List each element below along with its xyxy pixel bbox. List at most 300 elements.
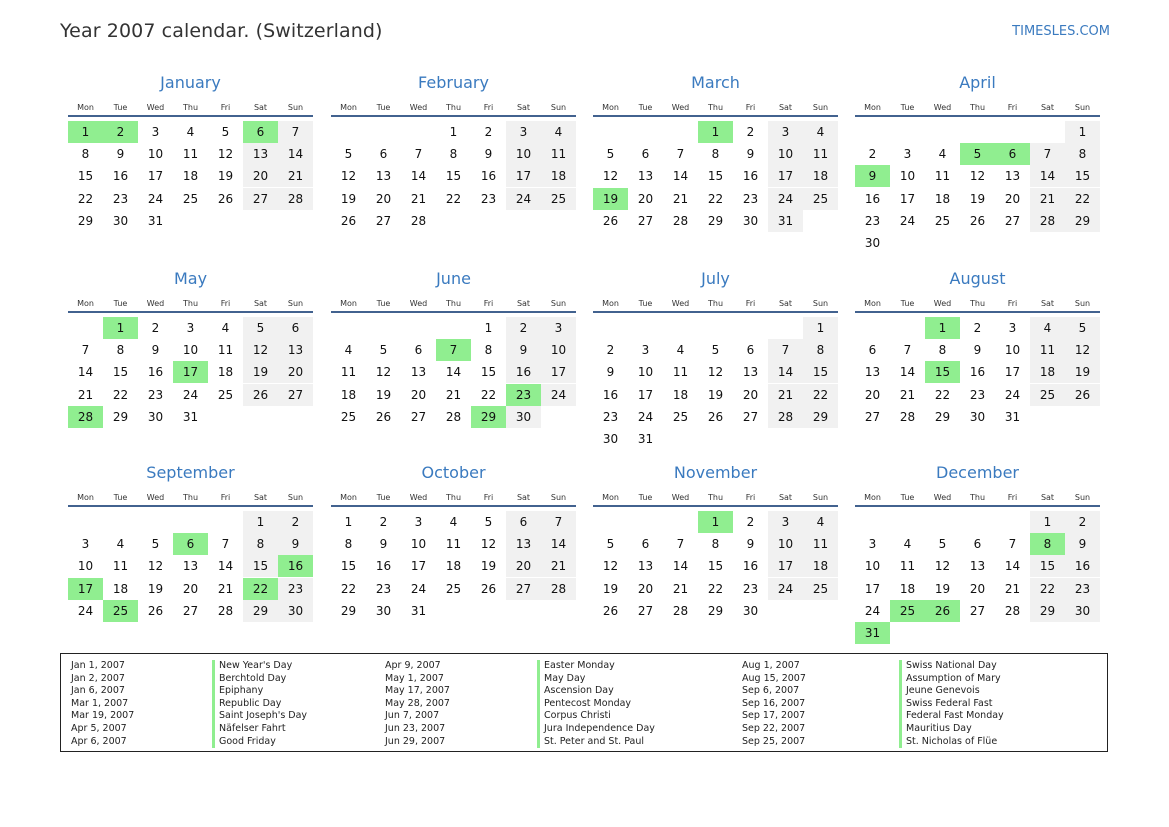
month-name: April (959, 73, 996, 92)
weekday-header: Sun (287, 103, 304, 112)
day-cell: 7 (81, 343, 90, 358)
weekday-header: Tue (113, 103, 128, 112)
day-cell: 24 (410, 581, 427, 596)
day-cell: 30 (147, 409, 164, 424)
day-cell: 12 (1065, 339, 1100, 361)
day-cell: 9 (278, 533, 313, 555)
day-cell: 20 (969, 581, 986, 596)
day-cell: 29 (112, 409, 129, 424)
day-cell: 4 (676, 343, 685, 358)
weekday-header: Thu (182, 493, 199, 502)
day-cell: 3 (186, 321, 195, 335)
day-cell: 13 (1004, 169, 1021, 184)
day-cell: 2 (506, 317, 541, 339)
day-cell: 28 (672, 603, 689, 618)
weekday-header: Mon (602, 299, 619, 308)
day-cell: 3 (151, 125, 160, 139)
weekday-header: Thu (969, 103, 986, 112)
weekday-header: Mon (602, 493, 619, 502)
holiday-day-cell: 15 (925, 361, 960, 383)
day-cell: 31 (147, 213, 164, 228)
day-cell: 2 (606, 343, 615, 358)
day-cell: 18 (445, 559, 462, 574)
day-cell: 25 (1030, 384, 1065, 406)
day-cell: 25 (803, 578, 838, 600)
day-cell: 20 (506, 555, 541, 577)
legend-holiday-name: Republic Day (212, 698, 307, 711)
day-cell: 23 (864, 213, 881, 228)
day-cell: 16 (375, 559, 392, 574)
header-rule (593, 505, 838, 507)
day-cell: 8 (116, 343, 125, 358)
day-cell: 27 (278, 384, 313, 406)
legend-holiday-name: Swiss Federal Fast (899, 698, 1004, 711)
day-cell: 15 (707, 169, 724, 184)
day-cell: 16 (147, 365, 164, 380)
day-cell: 18 (803, 165, 838, 187)
day-cell: 3 (641, 343, 650, 358)
day-cell: 30 (742, 213, 759, 228)
holiday-legend (60, 653, 1108, 752)
day-cell: 23 (112, 191, 129, 206)
legend-dates-column (742, 660, 806, 748)
day-cell: 16 (742, 169, 759, 184)
day-cell: 25 (672, 409, 689, 424)
day-cell: 29 (243, 600, 278, 622)
day-cell: 11 (445, 537, 462, 552)
day-cell: 3 (868, 537, 877, 552)
day-cell: 2 (746, 125, 755, 139)
day-cell: 18 (899, 581, 916, 596)
day-cell: 7 (541, 511, 576, 533)
weekday-header: Fri (745, 103, 756, 112)
weekday-header: Thu (182, 103, 199, 112)
day-cell: 6 (379, 147, 388, 162)
day-cell: 17 (1004, 365, 1021, 380)
weekday-header: Wed (146, 299, 165, 308)
day-cell: 5 (606, 537, 615, 552)
day-cell: 7 (1030, 143, 1065, 165)
holiday-day-cell: 31 (855, 622, 890, 644)
weekday-header: Sun (287, 299, 304, 308)
day-cell: 7 (221, 537, 230, 552)
holiday-day-cell: 9 (855, 165, 890, 187)
holiday-day-cell: 23 (506, 384, 541, 406)
weekday-header: Thu (707, 493, 724, 502)
day-cell: 27 (243, 188, 278, 210)
holiday-day-cell: 6 (995, 143, 1030, 165)
day-cell: 21 (899, 387, 916, 402)
day-cell: 10 (147, 147, 164, 162)
day-cell: 28 (541, 578, 576, 600)
day-cell: 26 (969, 213, 986, 228)
day-cell: 2 (973, 321, 982, 335)
legend-names-column (899, 660, 1004, 748)
holiday-day-cell: 1 (103, 317, 138, 339)
day-cell: 9 (379, 537, 388, 552)
day-cell: 22 (77, 191, 94, 206)
weekday-header: Sun (1074, 493, 1091, 502)
weekday-header: Sat (1040, 299, 1055, 308)
day-cell: 23 (1065, 578, 1100, 600)
day-cell: 11 (934, 169, 951, 184)
day-cell: 26 (602, 603, 619, 618)
header-rule (331, 505, 576, 507)
day-cell: 16 (112, 169, 129, 184)
day-cell: 6 (973, 537, 982, 552)
weekday-header: Tue (900, 299, 915, 308)
day-cell: 19 (707, 387, 724, 402)
day-cell: 19 (602, 581, 619, 596)
day-cell: 24 (147, 191, 164, 206)
legend-names-column (212, 660, 307, 748)
day-cell: 22 (1065, 188, 1100, 210)
day-cell: 22 (803, 384, 838, 406)
day-cell: 20 (375, 191, 392, 206)
weekday-header: Fri (220, 103, 231, 112)
day-cell: 30 (602, 432, 619, 446)
day-cell: 13 (182, 559, 199, 574)
day-cell: 27 (506, 578, 541, 600)
weekday-header: Wed (671, 103, 690, 112)
day-cell: 9 (484, 147, 493, 162)
weekday-header: Fri (483, 103, 494, 112)
day-cell: 8 (344, 537, 353, 552)
day-cell: 21 (768, 384, 803, 406)
day-cell: 21 (410, 191, 427, 206)
legend-holiday-name: May Day (537, 673, 655, 686)
day-cell: 13 (410, 365, 427, 380)
weekday-header: Sat (1040, 493, 1055, 502)
legend-date: May 17, 2007 (385, 685, 450, 697)
day-cell: 2 (484, 125, 493, 139)
day-cell: 4 (938, 147, 947, 162)
day-cell: 4 (803, 511, 838, 533)
day-cell: 9 (746, 147, 755, 162)
day-cell: 23 (742, 581, 759, 596)
day-cell: 23 (278, 578, 313, 600)
day-cell: 3 (81, 537, 90, 552)
legend-dates-column (385, 660, 450, 748)
day-cell: 25 (340, 409, 357, 424)
day-cell: 30 (506, 406, 541, 428)
day-cell: 19 (217, 169, 234, 184)
day-cell: 14 (410, 169, 427, 184)
day-cell: 14 (1030, 165, 1065, 187)
day-cell: 12 (243, 339, 278, 361)
day-cell: 4 (344, 343, 353, 358)
legend-holiday-name: Swiss National Day (899, 660, 1004, 673)
weekday-header: Sun (812, 103, 829, 112)
day-cell: 30 (1065, 600, 1100, 622)
day-cell: 28 (672, 213, 689, 228)
day-cell: 11 (672, 365, 689, 380)
day-cell: 17 (637, 387, 654, 402)
day-cell: 27 (637, 603, 654, 618)
day-cell: 15 (707, 559, 724, 574)
weekday-header: Wed (933, 493, 952, 502)
weekday-header: Mon (77, 103, 94, 112)
day-cell: 28 (1030, 210, 1065, 232)
day-cell: 24 (541, 384, 576, 406)
day-cell: 28 (217, 603, 234, 618)
day-cell: 5 (344, 147, 353, 162)
header-rule (68, 115, 313, 117)
day-cell: 6 (746, 343, 755, 358)
holiday-day-cell: 28 (68, 406, 103, 428)
weekday-header: Fri (745, 493, 756, 502)
day-cell: 24 (768, 578, 803, 600)
day-cell: 18 (182, 169, 199, 184)
holiday-day-cell: 2 (103, 121, 138, 143)
day-cell: 14 (768, 361, 803, 383)
month-name: September (146, 463, 235, 482)
day-cell: 17 (768, 555, 803, 577)
day-cell: 6 (278, 317, 313, 339)
day-cell: 21 (217, 581, 234, 596)
day-cell: 16 (864, 191, 881, 206)
day-cell: 2 (746, 515, 755, 529)
day-cell: 15 (1030, 555, 1065, 577)
day-cell: 16 (1065, 555, 1100, 577)
weekday-header: Sun (1074, 103, 1091, 112)
legend-date: Apr 5, 2007 (71, 722, 127, 734)
legend-date: Apr 6, 2007 (71, 735, 127, 747)
day-cell: 11 (217, 343, 234, 358)
day-cell: 18 (112, 581, 129, 596)
day-cell: 25 (445, 581, 462, 596)
month-name: June (436, 269, 471, 288)
day-cell: 15 (77, 169, 94, 184)
weekday-header: Sat (253, 103, 268, 112)
day-cell: 31 (410, 603, 427, 618)
day-cell: 14 (278, 143, 313, 165)
legend-dates-column (71, 660, 134, 748)
legend-date: Sep 6, 2007 (742, 685, 800, 697)
day-cell: 24 (77, 603, 94, 618)
day-cell: 1 (1065, 121, 1100, 143)
day-cell: 10 (541, 339, 576, 361)
day-cell: 5 (484, 515, 493, 529)
day-cell: 5 (1065, 317, 1100, 339)
legend-date: Sep 16, 2007 (742, 697, 806, 709)
day-cell: 10 (864, 559, 881, 574)
day-cell: 22 (340, 581, 357, 596)
weekday-header: Fri (483, 493, 494, 502)
day-cell: 21 (445, 387, 462, 402)
day-cell: 27 (182, 603, 199, 618)
legend-date: Jan 1, 2007 (71, 660, 125, 671)
weekday-header: Thu (445, 103, 462, 112)
day-cell: 25 (803, 188, 838, 210)
day-cell: 22 (445, 191, 462, 206)
day-cell: 11 (899, 559, 916, 574)
weekday-header: Fri (745, 299, 756, 308)
header-rule (68, 311, 313, 313)
day-cell: 10 (410, 537, 427, 552)
day-cell: 26 (1065, 384, 1100, 406)
legend-names-column (537, 660, 655, 748)
day-cell: 3 (1008, 321, 1017, 335)
weekday-header: Wed (933, 103, 952, 112)
day-cell: 4 (541, 121, 576, 143)
day-cell: 26 (243, 384, 278, 406)
weekday-header: Fri (1007, 493, 1018, 502)
weekday-header: Sat (778, 103, 793, 112)
day-cell: 22 (707, 581, 724, 596)
day-cell: 8 (803, 339, 838, 361)
day-cell: 12 (375, 365, 392, 380)
weekday-header: Sat (516, 299, 531, 308)
page-title: Year 2007 calendar. (Switzerland) (60, 20, 383, 42)
day-cell: 13 (969, 559, 986, 574)
day-cell: 2 (1065, 511, 1100, 533)
day-cell: 13 (278, 339, 313, 361)
weekday-header: Tue (113, 299, 128, 308)
day-cell: 20 (742, 387, 759, 402)
day-cell: 30 (112, 213, 129, 228)
day-cell: 1 (344, 515, 353, 529)
day-cell: 22 (707, 191, 724, 206)
holiday-day-cell: 6 (243, 121, 278, 143)
day-cell: 22 (934, 387, 951, 402)
weekday-header: Tue (900, 103, 915, 112)
day-cell: 16 (480, 169, 497, 184)
day-cell: 22 (112, 387, 129, 402)
day-cell: 8 (1065, 143, 1100, 165)
day-cell: 17 (899, 191, 916, 206)
day-cell: 20 (864, 387, 881, 402)
day-cell: 26 (147, 603, 164, 618)
day-cell: 9 (606, 365, 615, 380)
day-cell: 23 (969, 387, 986, 402)
day-cell: 19 (969, 191, 986, 206)
day-cell: 27 (1004, 213, 1021, 228)
legend-holiday-name: Federal Fast Monday (899, 710, 1004, 723)
day-cell: 11 (112, 559, 129, 574)
weekday-header: Tue (638, 103, 653, 112)
day-cell: 13 (375, 169, 392, 184)
month-name: February (418, 73, 489, 92)
day-cell: 9 (116, 147, 125, 162)
day-cell: 23 (375, 581, 392, 596)
day-cell: 28 (445, 409, 462, 424)
day-cell: 8 (711, 537, 720, 552)
day-cell: 20 (1004, 191, 1021, 206)
day-cell: 18 (934, 191, 951, 206)
weekday-header: Mon (864, 299, 881, 308)
day-cell: 25 (541, 188, 576, 210)
day-cell: 6 (414, 343, 423, 358)
weekday-header: Fri (220, 299, 231, 308)
day-cell: 12 (602, 169, 619, 184)
day-cell: 20 (182, 581, 199, 596)
day-cell: 26 (375, 409, 392, 424)
day-cell: 20 (637, 191, 654, 206)
day-cell: 9 (151, 343, 160, 358)
legend-holiday-name: Good Friday (212, 736, 307, 749)
weekday-header: Mon (340, 299, 357, 308)
day-cell: 1 (1030, 511, 1065, 533)
day-cell: 14 (217, 559, 234, 574)
day-cell: 7 (676, 537, 685, 552)
weekday-header: Wed (933, 299, 952, 308)
day-cell: 18 (541, 165, 576, 187)
day-cell: 18 (672, 387, 689, 402)
legend-date: Sep 22, 2007 (742, 722, 806, 734)
day-cell: 21 (278, 165, 313, 187)
weekday-header: Mon (77, 299, 94, 308)
day-cell: 14 (899, 365, 916, 380)
day-cell: 14 (541, 533, 576, 555)
header-rule (593, 311, 838, 313)
weekday-header: Sat (516, 493, 531, 502)
day-cell: 10 (77, 559, 94, 574)
weekday-header: Wed (671, 299, 690, 308)
header-rule (855, 505, 1100, 507)
day-cell: 21 (1004, 581, 1021, 596)
day-cell: 30 (969, 409, 986, 424)
day-cell: 23 (147, 387, 164, 402)
holiday-day-cell: 1 (698, 511, 733, 533)
day-cell: 17 (541, 361, 576, 383)
day-cell: 28 (899, 409, 916, 424)
holiday-day-cell: 6 (173, 533, 208, 555)
day-cell: 4 (186, 125, 195, 139)
day-cell: 31 (182, 409, 199, 424)
legend-date: May 1, 2007 (385, 672, 444, 684)
day-cell: 29 (803, 406, 838, 428)
day-cell: 12 (602, 559, 619, 574)
header-rule (855, 115, 1100, 117)
day-cell: 10 (1004, 343, 1021, 358)
weekday-header: Sun (550, 493, 567, 502)
day-cell: 27 (864, 409, 881, 424)
day-cell: 11 (803, 143, 838, 165)
weekday-header: Fri (1007, 299, 1018, 308)
day-cell: 13 (742, 365, 759, 380)
day-cell: 12 (969, 169, 986, 184)
day-cell: 4 (903, 537, 912, 552)
day-cell: 3 (768, 511, 803, 533)
day-cell: 13 (637, 559, 654, 574)
weekday-header: Tue (638, 299, 653, 308)
header-rule (855, 311, 1100, 313)
day-cell: 9 (506, 339, 541, 361)
header-rule (68, 505, 313, 507)
day-cell: 19 (375, 387, 392, 402)
weekday-header: Wed (409, 103, 428, 112)
day-cell: 28 (410, 213, 427, 228)
day-cell: 27 (375, 213, 392, 228)
day-cell: 20 (637, 581, 654, 596)
day-cell: 16 (969, 365, 986, 380)
weekday-header: Sat (253, 493, 268, 502)
day-cell: 26 (602, 213, 619, 228)
day-cell: 1 (243, 511, 278, 533)
site-link[interactable]: TIMESLES.COM (1012, 24, 1110, 39)
day-cell: 1 (803, 317, 838, 339)
day-cell: 29 (707, 213, 724, 228)
day-cell: 9 (746, 537, 755, 552)
legend-holiday-name: Berchtold Day (212, 673, 307, 686)
day-cell: 17 (506, 165, 541, 187)
weekday-header: Tue (113, 493, 128, 502)
day-cell: 11 (1030, 339, 1065, 361)
holiday-day-cell: 29 (471, 406, 506, 428)
holiday-day-cell: 26 (925, 600, 960, 622)
day-cell: 5 (243, 317, 278, 339)
